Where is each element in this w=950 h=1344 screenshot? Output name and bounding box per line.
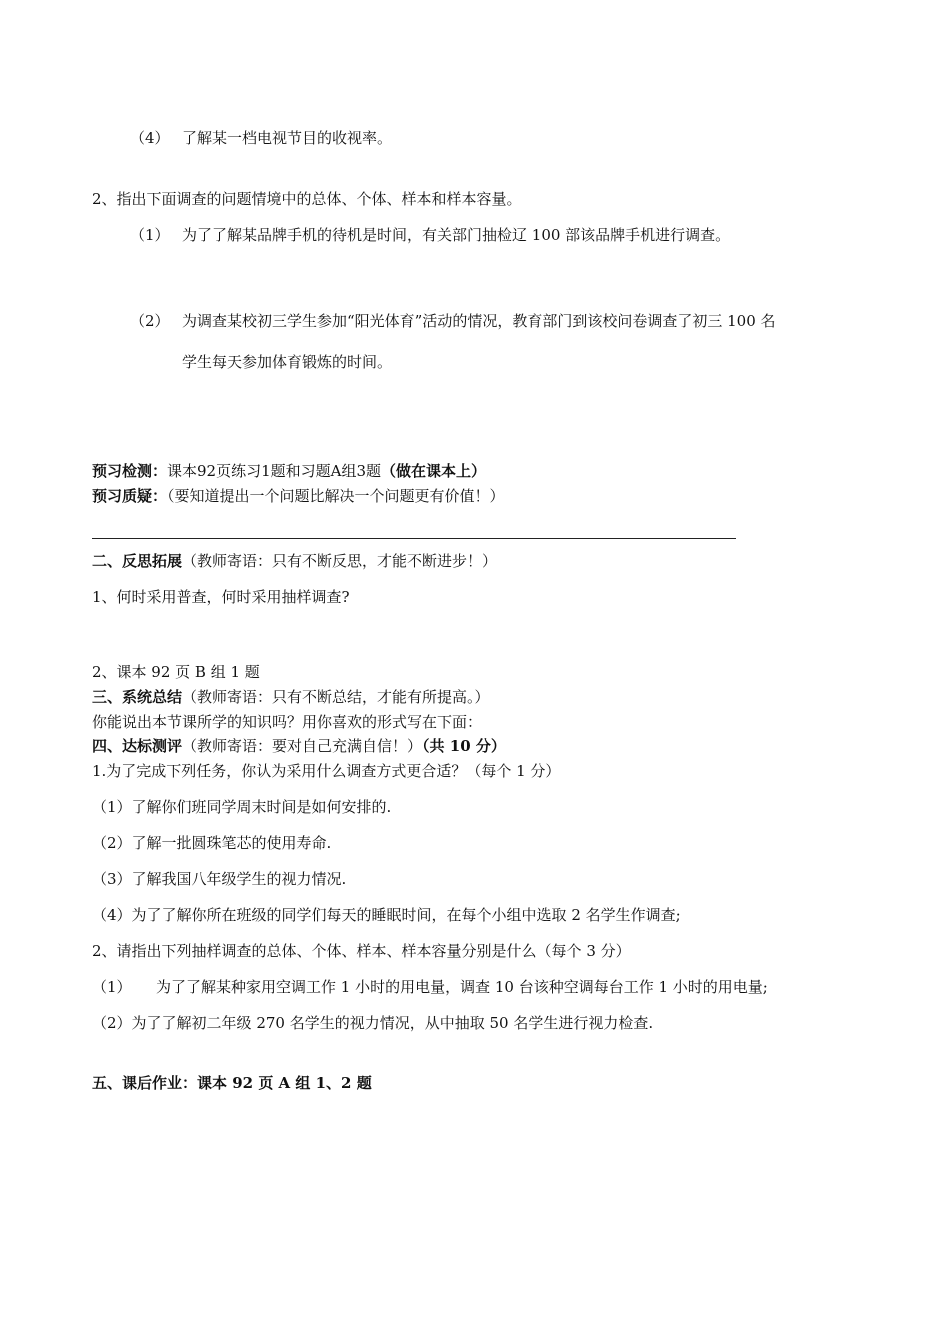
preview-doubt-text: （要知道提出一个问题比解决一个问题更有价值！） [167,487,505,505]
section-5-title: 五、课后作业：课本 92 页 A 组 1、2 题 [92,1074,372,1092]
item-text: 为了了解某品牌手机的待机是时间，有关部门抽检辽 100 部该品牌手机进行调查。 [182,226,731,244]
item-number: （4） [130,129,170,147]
item-text: 了解某一档电视节目的收视率。 [182,129,393,147]
section-2-motto: （教师寄语：只有不断反思，才能不断进步！） [182,552,498,570]
item-text: 为调查某校初三学生参加“阳光体育”活动的情况，教育部门到该校问卷调查了初三 100 名 [182,312,776,330]
section-4-q2-item-1 [92,977,768,997]
divider-line [92,538,736,539]
section-4-heading [92,736,506,756]
section-2-q2: 2、课本 92 页 B 组 1 题 [92,663,260,681]
section-4-q1: 1.为了完成下列任务，你认为采用什么调查方式更合适？（每个 1 分） [92,762,561,780]
section-3-motto: （教师寄语：只有不断总结，才能有所提高。） [182,688,490,706]
q2-item-1 [130,225,730,245]
section-3-title: 三、系统总结 [92,688,183,706]
item-number: （1） [92,978,132,996]
section-4-motto: （教师寄语：要对自己充满自信！） [182,737,423,755]
section-3-text: 你能说出本节课所学的知识吗？用你喜欢的形式写在下面： [92,713,483,731]
section-4-q1-item-1: （1）了解你们班同学周末时间是如何安排的. [92,798,392,816]
preview-doubt-label: 预习质疑： [92,487,168,505]
section-2-title: 二、反思拓展 [92,552,183,570]
item-number: （1） [130,226,170,244]
section-2-heading [92,551,497,571]
section-3-heading [92,687,490,707]
section-4-title: 四、达标测评 [92,737,183,755]
preview-doubt [92,486,505,506]
q1-item-4 [130,128,392,148]
item-text: 为了了解某种家用空调工作 1 小时的用电量，调查 10 台该种空调每台工作 1 小时的用电量; [156,978,768,996]
section-4-q1-item-3: （3）了解我国八年级学生的视力情况. [92,870,347,888]
q2-item-2 [130,311,776,331]
section-2-q1: 1、何时采用普查，何时采用抽样调查? [92,588,350,606]
section-4-q1-item-4: （4）为了了解你所在班级的同学们每天的睡眠时间，在每个小组中选取 2 名学生作调查; [92,906,681,924]
preview-check-note: （做在课本上） [381,462,487,480]
preview-check-text: 课本92页练习1题和习题A组3题 [167,462,382,480]
item-number: （2） [130,312,170,330]
section-4-score: （共 10 分） [422,737,506,755]
preview-check-label: 预习检测： [92,462,168,480]
q2-title: 2、指出下面调查的问题情境中的总体、个体、样本和样本容量。 [92,190,522,208]
section-4-q2-item-2: （2）为了了解初二年级 270 名学生的视力情况，从中抽取 50 名学生进行视力检查. [92,1014,654,1032]
section-4-q1-item-2: （2）了解一批圆珠笔芯的使用寿命. [92,834,332,852]
preview-check [92,461,486,481]
q2-item-2-line2: 学生每天参加体育锻炼的时间。 [182,353,393,371]
section-4-q2: 2、请指出下列抽样调查的总体、个体、样本、样本容量分别是什么（每个 3 分） [92,942,631,960]
